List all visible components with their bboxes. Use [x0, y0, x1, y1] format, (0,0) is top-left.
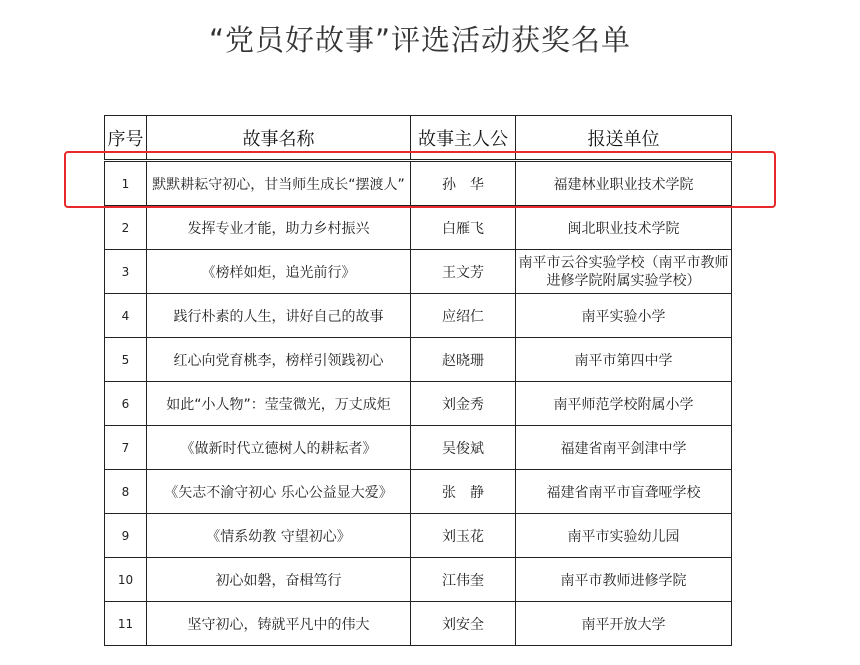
row-story-name: 《情系幼教 守望初心》 [147, 514, 411, 558]
table-row [105, 382, 732, 426]
header-story-name: 故事名称 [147, 116, 411, 161]
row-protagonist: 江伟奎 [411, 558, 516, 602]
row-submitting-unit: 南平实验小学 [516, 294, 732, 338]
header-protagonist: 故事主人公 [411, 116, 516, 161]
row-no: 3 [105, 250, 147, 294]
row-no: 5 [105, 338, 147, 382]
row-submitting-unit: 南平市教师进修学院 [516, 558, 732, 602]
row-no: 10 [105, 558, 147, 602]
table-row [105, 338, 732, 382]
row-protagonist: 刘玉花 [411, 514, 516, 558]
row-no: 2 [105, 206, 147, 250]
table-row [105, 250, 732, 294]
row-submitting-unit: 南平师范学校附属小学 [516, 382, 732, 426]
row-protagonist: 刘安全 [411, 602, 516, 646]
row-story-name: 默默耕耘守初心，甘当师生成长“摆渡人” [147, 161, 411, 206]
row-protagonist: 赵晓珊 [411, 338, 516, 382]
row-story-name: 发挥专业才能，助力乡村振兴 [147, 206, 411, 250]
row-submitting-unit: 福建林业职业技术学院 [516, 161, 732, 206]
table-row [105, 558, 732, 602]
row-protagonist: 白雁飞 [411, 206, 516, 250]
row-submitting-unit: 南平开放大学 [516, 602, 732, 646]
row-story-name: 《矢志不渝守初心 乐心公益显大爱》 [147, 470, 411, 514]
row-no: 9 [105, 514, 147, 558]
award-list-table [104, 115, 732, 646]
table-row [105, 294, 732, 338]
row-protagonist: 吴俊斌 [411, 426, 516, 470]
row-no: 8 [105, 470, 147, 514]
row-submitting-unit: 南平市实验幼儿园 [516, 514, 732, 558]
row-submitting-unit: 福建省南平市盲聋哑学校 [516, 470, 732, 514]
row-story-name: 《做新时代立德树人的耕耘者》 [147, 426, 411, 470]
row-submitting-unit: 南平市第四中学 [516, 338, 732, 382]
row-submitting-unit: 福建省南平剑津中学 [516, 426, 732, 470]
row-submitting-unit: 南平市云谷实验学校（南平市教师进修学院附属实验学校） [516, 250, 732, 294]
table-row [105, 602, 732, 646]
header-no: 序号 [105, 116, 147, 161]
row-protagonist: 王文芳 [411, 250, 516, 294]
row-protagonist: 张 静 [411, 470, 516, 514]
row-no: 6 [105, 382, 147, 426]
row-protagonist: 孙 华 [411, 161, 516, 206]
row-no: 11 [105, 602, 147, 646]
row-no: 1 [105, 161, 147, 206]
row-story-name: 如此“小人物”：莹莹微光，万丈成炬 [147, 382, 411, 426]
row-story-name: 初心如磐，奋楫笃行 [147, 558, 411, 602]
table-row [105, 514, 732, 558]
row-no: 4 [105, 294, 147, 338]
row-submitting-unit: 闽北职业技术学院 [516, 206, 732, 250]
table-row [105, 161, 732, 206]
row-no: 7 [105, 426, 147, 470]
row-story-name: 《榜样如炬，追光前行》 [147, 250, 411, 294]
table-row [105, 470, 732, 514]
row-protagonist: 刘金秀 [411, 382, 516, 426]
header-submitting-unit: 报送单位 [516, 116, 732, 161]
page-title: “党员好故事”评选活动获奖名单 [208, 23, 632, 57]
row-story-name: 坚守初心，铸就平凡中的伟大 [147, 602, 411, 646]
row-story-name: 践行朴素的人生，讲好自己的故事 [147, 294, 411, 338]
table-row [105, 426, 732, 470]
row-protagonist: 应绍仁 [411, 294, 516, 338]
table-row [105, 206, 732, 250]
row-story-name: 红心向党育桃李，榜样引领践初心 [147, 338, 411, 382]
table-header-row [105, 116, 732, 161]
